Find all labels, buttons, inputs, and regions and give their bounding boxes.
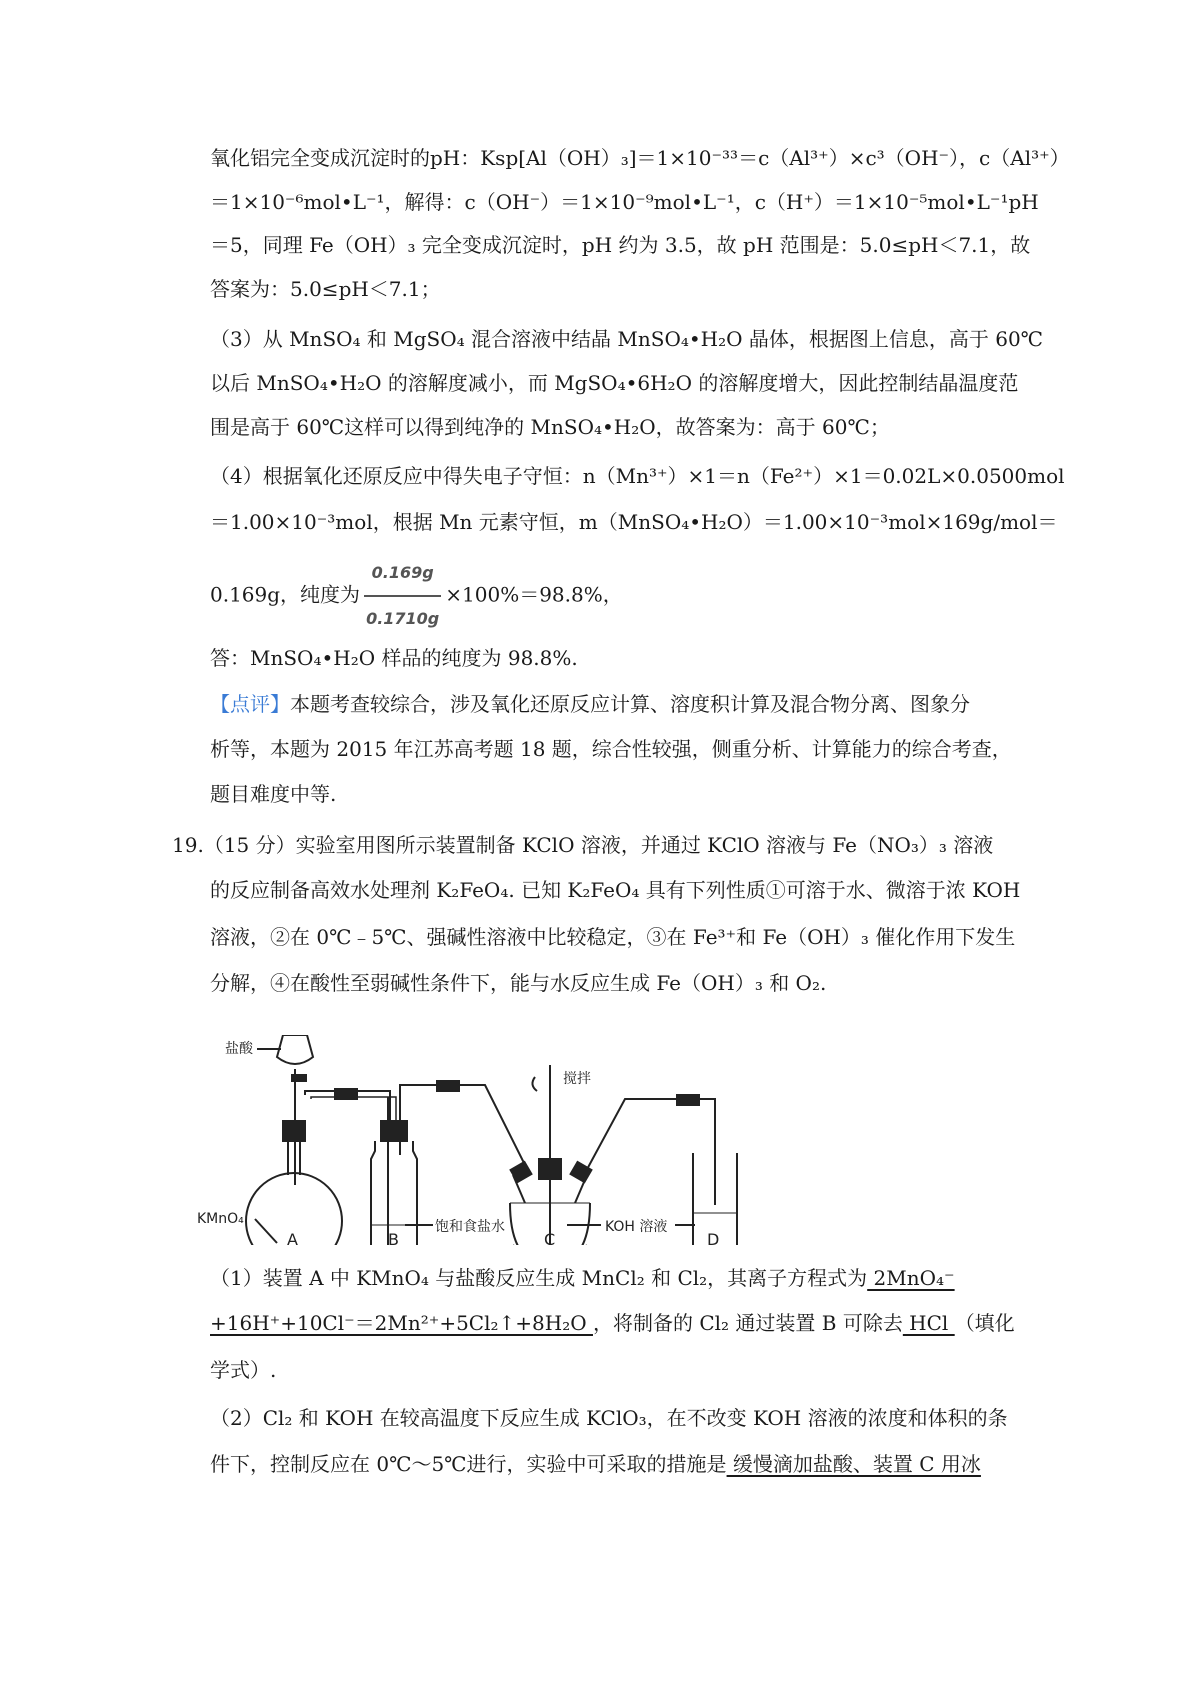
sub1-text-1: （1）装置 A 中 KMnO₄ 与盐酸反应生成 MnCl₂ 和 Cl₂，其离子方程式为: [210, 1266, 868, 1290]
label-kmno4: KMnO₄: [197, 1211, 244, 1227]
comment-tag: 【点评】: [210, 692, 290, 716]
label-a: A: [287, 1230, 298, 1245]
label-d: D: [707, 1230, 720, 1245]
question-19-line-4: 分解，④在酸性至弱碱性条件下，能与水反应生成 Fe（OH）₃ 和 O₂.: [210, 971, 827, 995]
label-b: B: [388, 1230, 399, 1245]
question-19-line-2: 的反应制备高效水处理剂 K₂FeO₄. 已知 K₂FeO₄ 具有下列性质①可溶于水、微溶于浓 KOH: [210, 878, 1021, 902]
sub1-answer-hcl: HCl: [902, 1311, 955, 1335]
purity-prefix: 0.169g，纯度为: [210, 582, 361, 607]
comment-line-1: [210, 690, 970, 718]
label-hcl: 盐酸: [225, 1041, 253, 1057]
fraction-numerator: 0.169g: [364, 553, 441, 597]
sub2-text: 件下，控制反应在 0℃～5℃进行，实验中可采取的措施是: [210, 1452, 727, 1476]
solution-line-1: 氧化铝完全变成沉淀时的pH：Ksp[Al（OH）₃]＝1×10⁻³³＝c（Al³⁺）×c³（OH⁻），c（Al³⁺）: [210, 146, 1070, 170]
solution-line-7: 围是高于 60℃这样可以得到纯净的 MnSO₄•H₂O，故答案为：高于 60℃；: [210, 415, 890, 439]
purity-line: [210, 553, 623, 639]
solution-line-6: 以后 MnSO₄•H₂O 的溶解度减小，而 MgSO₄•6H₂O 的溶解度增大，因此控制结晶温度范: [210, 371, 1019, 395]
label-koh: KOH 溶液: [605, 1219, 668, 1235]
purity-fraction: [364, 553, 441, 639]
solution-line-9: ＝1.00×10⁻³mol，根据 Mn 元素守恒，m（MnSO₄•H₂O）＝1.00×10⁻³mol×169g/mol＝: [210, 510, 1058, 534]
comment-line-3: 题目难度中等.: [210, 782, 337, 806]
apparatus-diagram: [195, 1035, 755, 1245]
solution-line-8: （4）根据氧化还原反应中得失电子守恒：n（Mn³⁺）×1＝n（Fe²⁺）×1＝0.02L×0.0500mol: [210, 464, 1065, 488]
solution-line-4: 答案为：5.0≤pH＜7.1；: [210, 277, 441, 301]
flask-c: [510, 1065, 591, 1245]
answer-line: 答：MnSO₄•H₂O 样品的纯度为 98.8%.: [210, 646, 578, 670]
question-19-line-1: 19.（15 分）实验室用图所示装置制备 KClO 溶液，并通过 KClO 溶液与 Fe（NO₃）₃ 溶液: [172, 833, 994, 857]
sub1-answer-equation-start: 2MnO₄⁻: [867, 1266, 955, 1290]
separatory-funnel: [277, 1035, 313, 1083]
sub2-line-1: （2）Cl₂ 和 KOH 在较高温度下反应生成 KClO₃，在不改变 KOH 溶液的浓度和体积的条: [210, 1406, 1008, 1430]
sub1-line-2: [210, 1309, 1015, 1337]
question-19-line-3: 溶液，②在 0℃﹣5℃、强碱性溶液中比较稳定，③在 Fe³⁺和 Fe（OH）₃ 催化作用下发生: [210, 925, 1016, 949]
comment-text-1: 本题考查较综合，涉及氧化还原反应计算、溶度积计算及混合物分离、图象分: [290, 692, 970, 716]
sub1-line-3: 学式）.: [210, 1358, 277, 1382]
sub1-text-2: ，将制备的 Cl₂ 通过装置 B 可除去: [592, 1311, 903, 1335]
sub1-answer-equation-end: +16H⁺+10Cl⁻＝2Mn²⁺+5Cl₂↑+8H₂O: [210, 1311, 593, 1335]
bottle-b: [371, 1091, 417, 1245]
solution-line-5: （3）从 MnSO₄ 和 MgSO₄ 混合溶液中结晶 MnSO₄•H₂O 晶体，根据图上信息，高于 60℃: [210, 327, 1044, 351]
label-brine: 饱和食盐水: [435, 1219, 505, 1235]
label-c: C: [544, 1230, 556, 1245]
flask-a: [246, 1083, 342, 1245]
fraction-denominator: 0.1710g: [366, 609, 440, 628]
purity-suffix: ×100%＝98.8%，: [445, 582, 623, 607]
comment-line-2: 析等，本题为 2015 年江苏高考题 18 题，综合性较强，侧重分析、计算能力的综合考查，: [210, 737, 1012, 761]
sub2-line-2: [210, 1450, 981, 1478]
solution-line-2: ＝1×10⁻⁶mol•L⁻¹，解得：c（OH⁻）＝1×10⁻⁹mol•L⁻¹，c（H⁺）＝1×10⁻⁵mol•L⁻¹pH: [210, 190, 1039, 214]
solution-line-3: ＝5，同理 Fe（OH）₃ 完全变成沉淀时，pH 约为 3.5，故 pH 范围是：5.0≤pH＜7.1，故: [210, 233, 1031, 257]
label-stir: 搅拌: [563, 1071, 591, 1087]
sub1-line-1: [210, 1264, 955, 1292]
sub1-text-3: （填化: [954, 1311, 1015, 1335]
sub2-answer: 缓慢滴加盐酸、装置 C 用冰: [726, 1452, 981, 1476]
